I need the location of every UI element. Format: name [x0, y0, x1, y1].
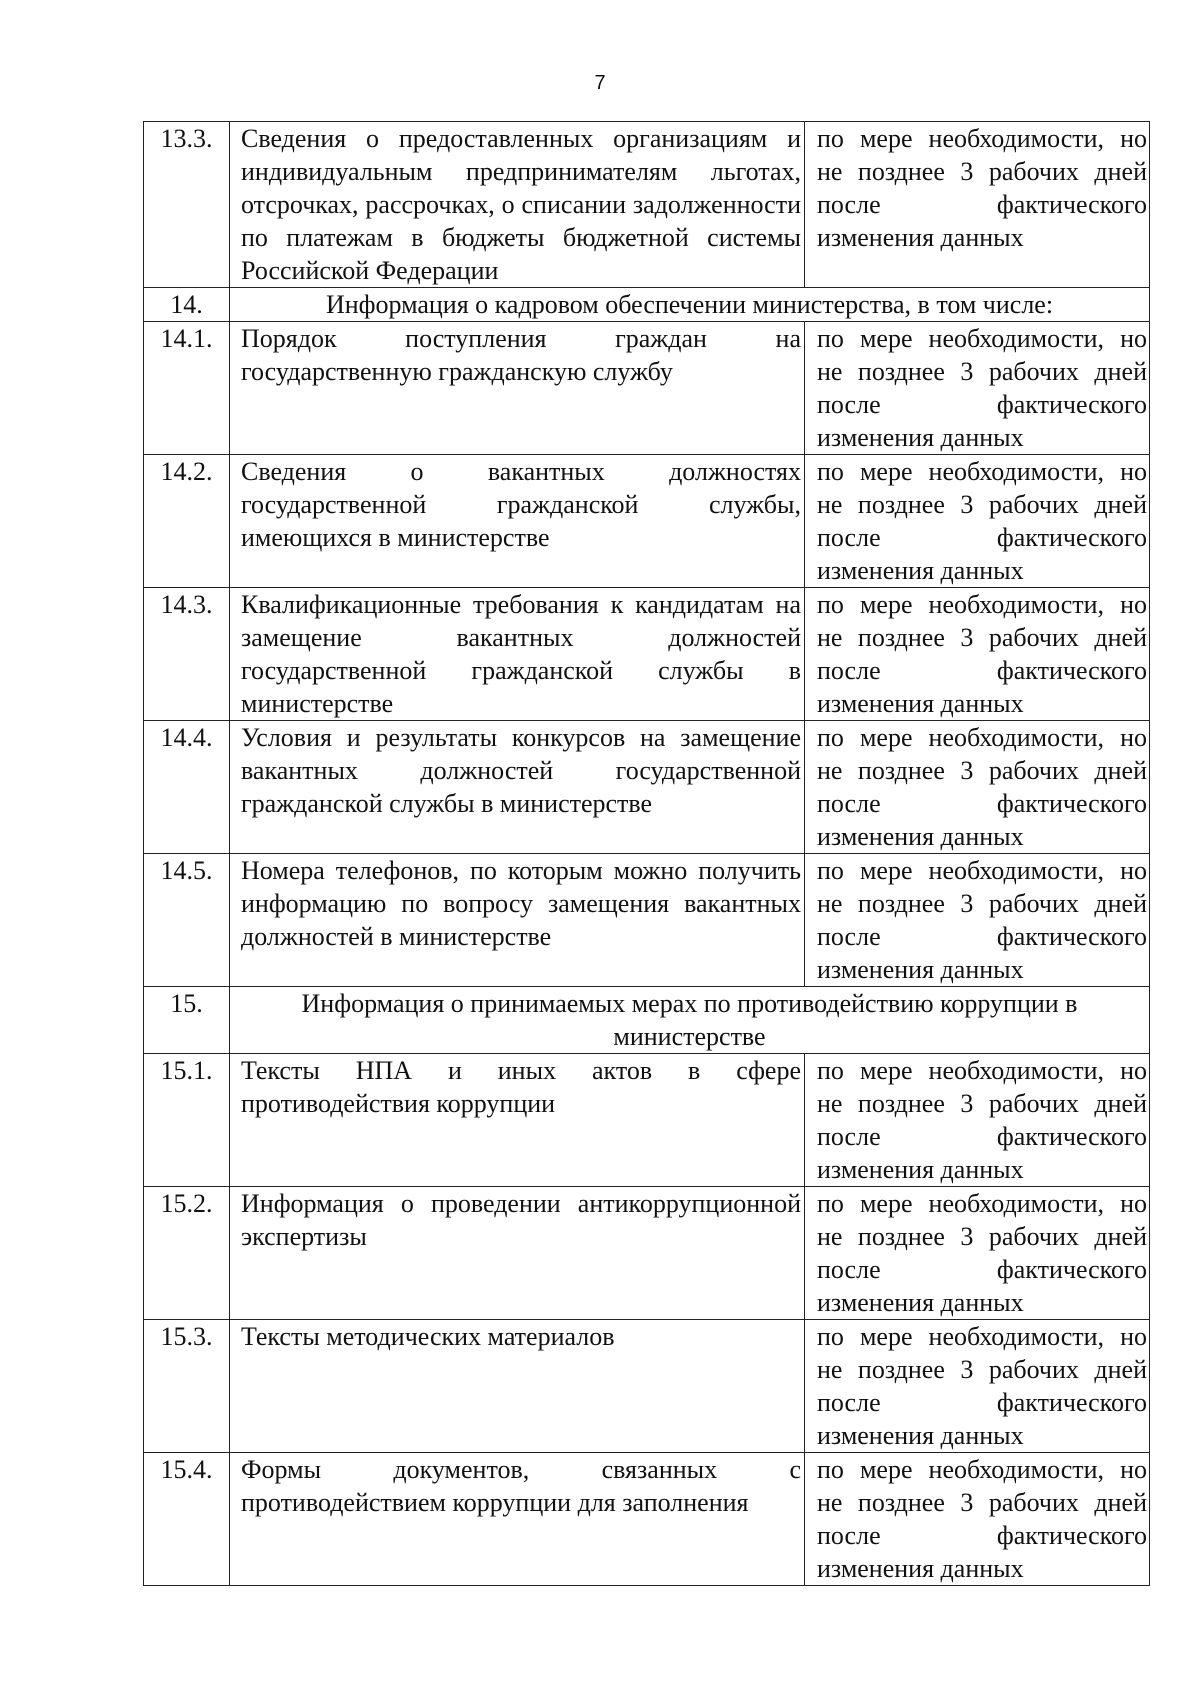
row-term: по мере необходимости, но не позднее 3 рабочих дней после фактического изменения данных: [805, 854, 1150, 987]
table-row: [144, 588, 1150, 721]
table-row: [144, 1320, 1150, 1453]
table-row-section: [144, 987, 1150, 1054]
row-number: 14.2.: [144, 455, 230, 588]
row-number: 14.: [144, 288, 230, 322]
page-number: 7: [594, 72, 606, 94]
table-row: [144, 1187, 1150, 1320]
info-disclosure-table: [143, 121, 1150, 1586]
row-description: Информация о проведении антикоррупционной экспертизы: [230, 1187, 805, 1320]
row-description: Сведения о предоставленных организациям и индивидуальным предпринимателям льготах, отсрочках, рассрочках, о списании задолженности по платежам в бюджеты бюджетной системы Российской Федерации: [230, 122, 805, 288]
row-term: по мере необходимости, но не позднее 3 рабочих дней после фактического изменения данных: [805, 122, 1150, 288]
table-row: [144, 455, 1150, 588]
row-number: 14.1.: [144, 322, 230, 455]
row-description: Номера телефонов, по которым можно получить информацию по вопросу замещения вакантных должностей в министерстве: [230, 854, 805, 987]
table-row: [144, 322, 1150, 455]
section-heading: Информация о кадровом обеспечении министерства, в том числе:: [230, 288, 1150, 322]
table-row: [144, 1054, 1150, 1187]
row-description: Тексты НПА и иных актов в сфере противодействия коррупции: [230, 1054, 805, 1187]
table-row: [144, 1453, 1150, 1586]
row-description: Квалификационные требования к кандидатам на замещение вакантных должностей государственной гражданской службы в министерстве: [230, 588, 805, 721]
table-row: [144, 854, 1150, 987]
row-number: 15.2.: [144, 1187, 230, 1320]
row-number: 14.5.: [144, 854, 230, 987]
row-description: Тексты методических материалов: [230, 1320, 805, 1453]
table-row: [144, 122, 1150, 288]
table-row: [144, 721, 1150, 854]
row-term: по мере необходимости, но не позднее 3 рабочих дней после фактического изменения данных: [805, 721, 1150, 854]
row-description: Сведения о вакантных должностях государственной гражданской службы, имеющихся в министерстве: [230, 455, 805, 588]
row-term: по мере необходимости, но не позднее 3 рабочих дней после фактического изменения данных: [805, 588, 1150, 721]
row-term: по мере необходимости, но не позднее 3 рабочих дней после фактического изменения данных: [805, 1054, 1150, 1187]
row-term: по мере необходимости, но не позднее 3 рабочих дней после фактического изменения данных: [805, 1320, 1150, 1453]
row-number: 15.1.: [144, 1054, 230, 1187]
row-description: Формы документов, связанных с противодействием коррупции для заполнения: [230, 1453, 805, 1586]
row-description: Порядок поступления граждан на государственную гражданскую службу: [230, 322, 805, 455]
section-heading: Информация о принимаемых мерах по противодействию коррупции в министерстве: [230, 987, 1150, 1054]
row-description: Условия и результаты конкурсов на замещение вакантных должностей государственной гражданской службы в министерстве: [230, 721, 805, 854]
table-row-section: [144, 288, 1150, 322]
row-number: 14.4.: [144, 721, 230, 854]
row-term: по мере необходимости, но не позднее 3 рабочих дней после фактического изменения данных: [805, 322, 1150, 455]
row-number: 15.4.: [144, 1453, 230, 1586]
row-number: 13.3.: [144, 122, 230, 288]
row-term: по мере необходимости, но не позднее 3 рабочих дней после фактического изменения данных: [805, 1453, 1150, 1586]
row-number: 14.3.: [144, 588, 230, 721]
row-number: 15.3.: [144, 1320, 230, 1453]
row-number: 15.: [144, 987, 230, 1054]
row-term: по мере необходимости, но не позднее 3 рабочих дней после фактического изменения данных: [805, 1187, 1150, 1320]
row-term: по мере необходимости, но не позднее 3 рабочих дней после фактического изменения данных: [805, 455, 1150, 588]
